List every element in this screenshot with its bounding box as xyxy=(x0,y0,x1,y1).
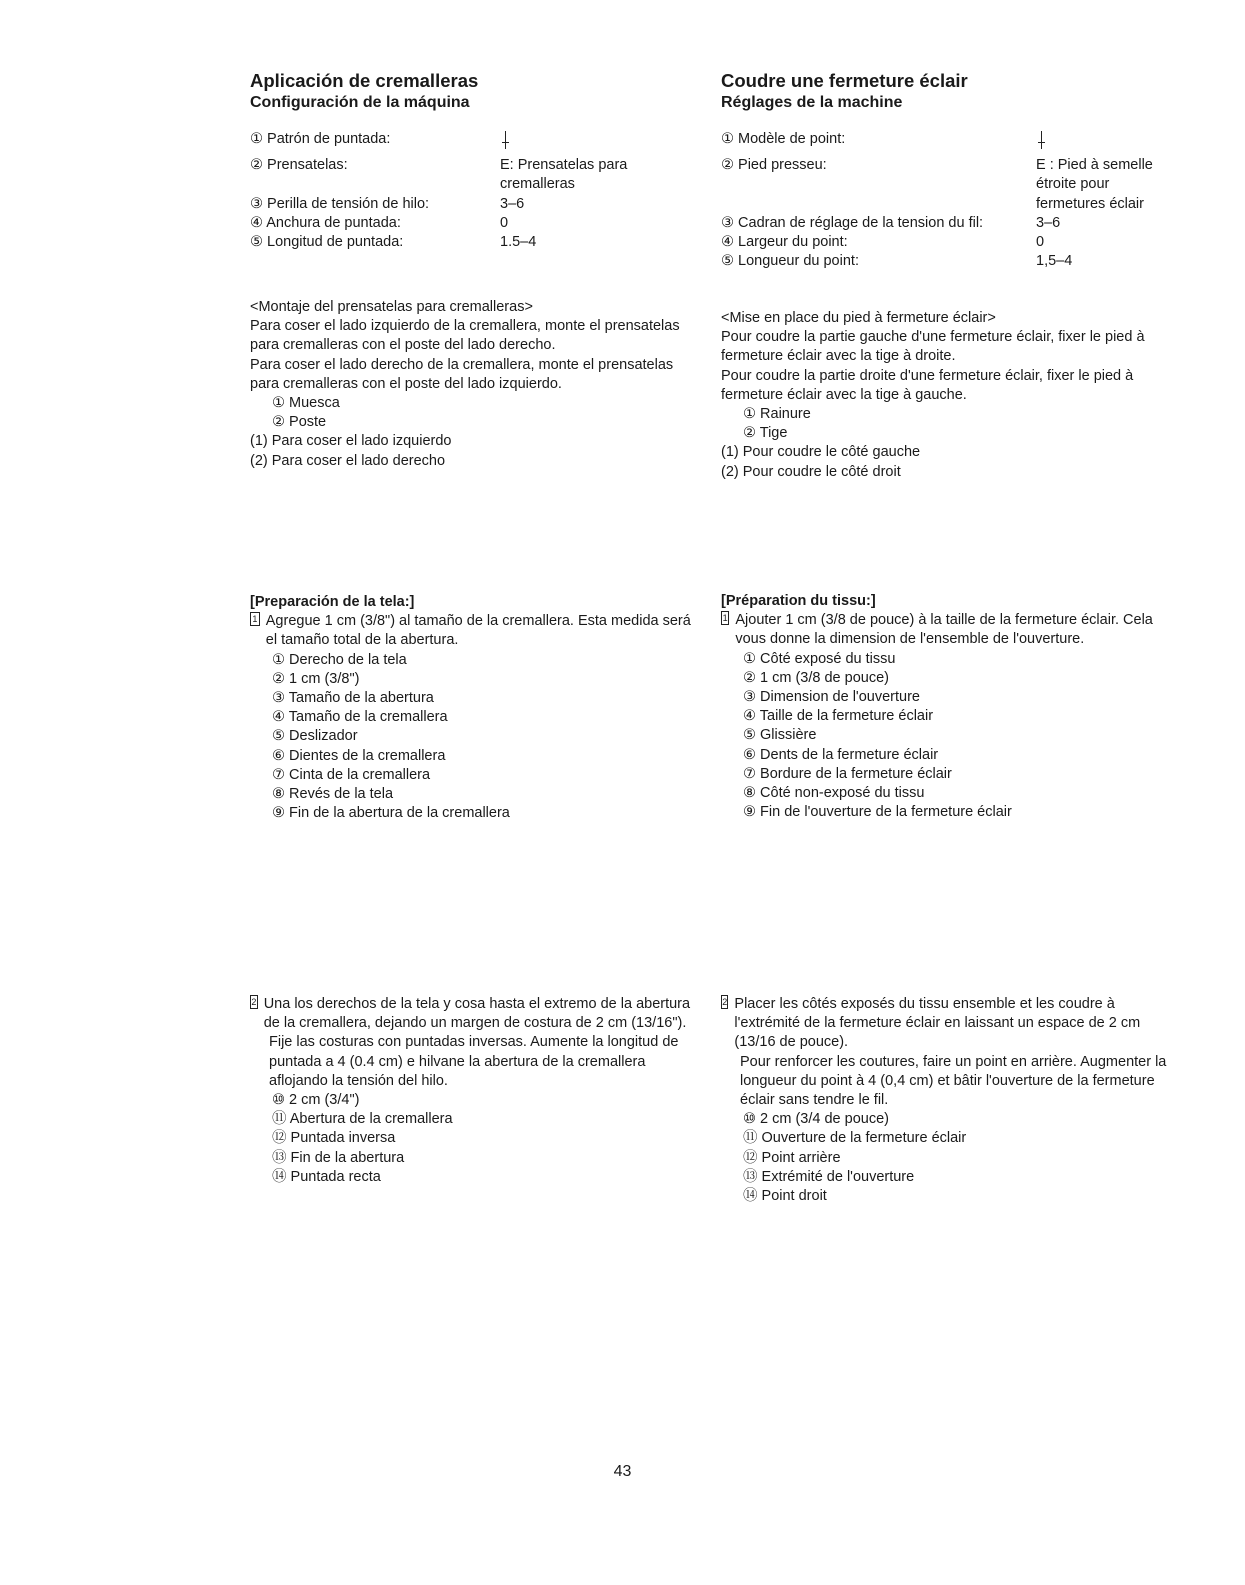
list-item: ⑪ Abertura de la cremallera xyxy=(272,1111,453,1128)
subtitle-es: Configuración de la máquina xyxy=(250,94,470,111)
list-item: ① Derecho de la tela xyxy=(272,651,407,668)
page-title-fr: Coudre une fermeture éclair xyxy=(721,70,968,91)
list-item: ① Muesca xyxy=(272,395,340,412)
setting-value xyxy=(500,130,512,156)
list-item: ⑪ Ouverture de la fermeture éclair xyxy=(743,1130,967,1147)
step-2: 2 Una los derechos de la tela y cosa hasta el extremo de la abertura de la cremallera, dejando un margen de costura de 2 cm (13/16"). xyxy=(251,996,691,1032)
prep-section-es xyxy=(250,593,705,823)
step2-section-es xyxy=(250,995,705,1187)
step-1: 1 Agregue 1 cm (3/8") al tamaño de la cremallera. Esta medida será el tamaño total de la abertura. xyxy=(250,612,705,650)
subtitle-fr: Réglages de la machine xyxy=(721,94,903,111)
list-item: ② Tige xyxy=(743,425,788,442)
list-item: ⑨ Fin de la abertura de la cremallera xyxy=(272,805,510,822)
step-number-box: 2 xyxy=(722,997,728,1007)
prep-heading: [Préparation du tissu:] xyxy=(721,593,876,609)
mount-heading: <Montaje del prensatelas para cremalleras> xyxy=(250,299,533,315)
list-item: (2) Pour coudre le côté droit xyxy=(721,463,901,480)
setting-row: ④ Largeur du point: 0 xyxy=(721,234,1045,251)
list-item: ② 1 cm (3/8 de pouce) xyxy=(743,669,889,686)
french-header xyxy=(721,70,1181,113)
paragraph: Pour renforcer les coutures, faire un point en arrière. Augmenter la longueur du point à 4 (0,4 cm) et bâtir l'ouverture de la fermeture éclair sans tendre le fil. xyxy=(740,1053,1167,1109)
setting-row: ⑤ Longueur du point: 1,5–4 xyxy=(721,253,1073,270)
settings-es xyxy=(250,130,710,252)
settings-fr xyxy=(721,130,1181,271)
step2-section-fr xyxy=(721,995,1181,1206)
setting-row xyxy=(250,130,710,156)
paragraph: Pour coudre la partie droite d'une fermeture éclair, fixer le pied à fermeture éclair avec la tige à gauche. xyxy=(721,367,1134,403)
list-item: ① Rainure xyxy=(743,406,811,423)
list-item: ⑦ Cinta de la cremallera xyxy=(272,766,431,783)
list-item: ① Côté exposé du tissu xyxy=(743,650,896,667)
list-item: ③ Dimension de l'ouverture xyxy=(743,689,920,706)
mount-section-es xyxy=(250,298,705,471)
list-item: ③ Tamaño de la abertura xyxy=(272,690,434,707)
list-item: (2) Para coser el lado derecho xyxy=(250,452,446,469)
list-item: ⑩ 2 cm (3/4 de pouce) xyxy=(743,1111,889,1128)
list-item: ⑬ Fin de la abertura xyxy=(272,1149,405,1166)
list-item: ⑦ Bordure de la fermeture éclair xyxy=(743,765,952,782)
step-number-box: 1 xyxy=(722,613,728,624)
paragraph: Fije las costuras con puntadas inversas. Aumente la longitud de puntada a 4 (0.4 cm) e hilvane la abertura de la cremallera aflojando la tensión del hilo. xyxy=(269,1034,679,1089)
step-number-box: 2 xyxy=(251,997,257,1007)
setting-row: ① Modèle de point: xyxy=(721,130,1181,156)
list-item: ⑨ Fin de l'ouverture de la fermeture éclair xyxy=(743,804,1012,821)
setting-row: ⑤ Longitud de puntada: 1.5–4 xyxy=(250,234,537,251)
step-2: 2 Placer les côtés exposés du tissu ensemble et les coudre à l'extrémité de la fermeture éclair en laissant un espace de 2 cm (13/16 de pouce). xyxy=(722,996,1141,1051)
page-title-es: Aplicación de cremalleras xyxy=(250,70,479,91)
list-item: ⑫ Point arrière xyxy=(743,1149,841,1166)
list-item: ⑥ Dientes de la cremallera xyxy=(272,747,446,764)
list-item: ⑧ Revés de la tela xyxy=(272,786,394,803)
list-item: ⑧ Côté non-exposé du tissu xyxy=(743,785,925,802)
list-item: ⑩ 2 cm (3/4") xyxy=(272,1092,360,1109)
list-item: ⑥ Dents de la fermeture éclair xyxy=(743,746,939,763)
prep-heading: [Preparación de la tela:] xyxy=(250,594,415,610)
mount-heading: <Mise en place du pied à fermeture éclair> xyxy=(721,310,996,326)
setting-row: ② Pied presseu: E : Pied à semelle étroite pour fermetures éclair xyxy=(721,157,1153,212)
list-item: ⑫ Puntada inversa xyxy=(272,1130,396,1147)
prep-section-fr xyxy=(721,592,1181,822)
setting-label: ① Patrón de puntada: xyxy=(250,131,391,147)
list-item: (1) Pour coudre le côté gauche xyxy=(721,444,921,461)
setting-row: ④ Anchura de puntada: 0 xyxy=(250,214,509,231)
spanish-header xyxy=(250,70,710,113)
straight-stitch-icon xyxy=(1036,130,1048,150)
paragraph: Pour coudre la partie gauche d'une fermeture éclair, fixer le pied à fermeture éclair avec la tige à droite. xyxy=(721,329,1145,365)
paragraph: Para coser el lado izquierdo de la cremallera, monte el prensatelas para cremalleras con el poste del lado derecho. xyxy=(250,318,680,354)
list-item: ⑭ Point droit xyxy=(743,1188,827,1205)
step-1: 1 Ajouter 1 cm (3/8 de pouce) à la taille de la fermeture éclair. Cela vous donne la dimension de l'ensemble de l'ouverture. xyxy=(722,612,1153,648)
list-item: ⑭ Puntada recta xyxy=(272,1168,381,1185)
list-item: ④ Taille de la fermeture éclair xyxy=(743,708,934,725)
setting-row: ③ Perilla de tensión de hilo: 3–6 xyxy=(250,195,525,212)
mount-section-fr xyxy=(721,309,1181,482)
list-item: ⑤ Glissière xyxy=(743,727,817,744)
setting-row: ② Prensatelas: E: Prensatelas para cremalleras xyxy=(250,157,628,193)
list-item: ⑤ Deslizador xyxy=(272,728,358,745)
list-item: ② Poste xyxy=(272,414,327,431)
paragraph: Para coser el lado derecho de la cremallera, monte el prensatelas para cremalleras con el poste del lado izquierdo. xyxy=(250,356,674,392)
setting-row: ③ Cadran de réglage de la tension du fil: 3–6 xyxy=(721,214,1061,231)
list-item: (1) Para coser el lado izquierdo xyxy=(250,433,452,450)
list-item: ⑬ Extrémité de l'ouverture xyxy=(743,1168,915,1185)
page-number: 43 xyxy=(613,1463,632,1480)
step-number-box: 1 xyxy=(250,612,260,626)
list-item: ② 1 cm (3/8") xyxy=(272,670,360,687)
list-item: ④ Tamaño de la cremallera xyxy=(272,709,448,726)
straight-stitch-icon xyxy=(500,130,512,150)
